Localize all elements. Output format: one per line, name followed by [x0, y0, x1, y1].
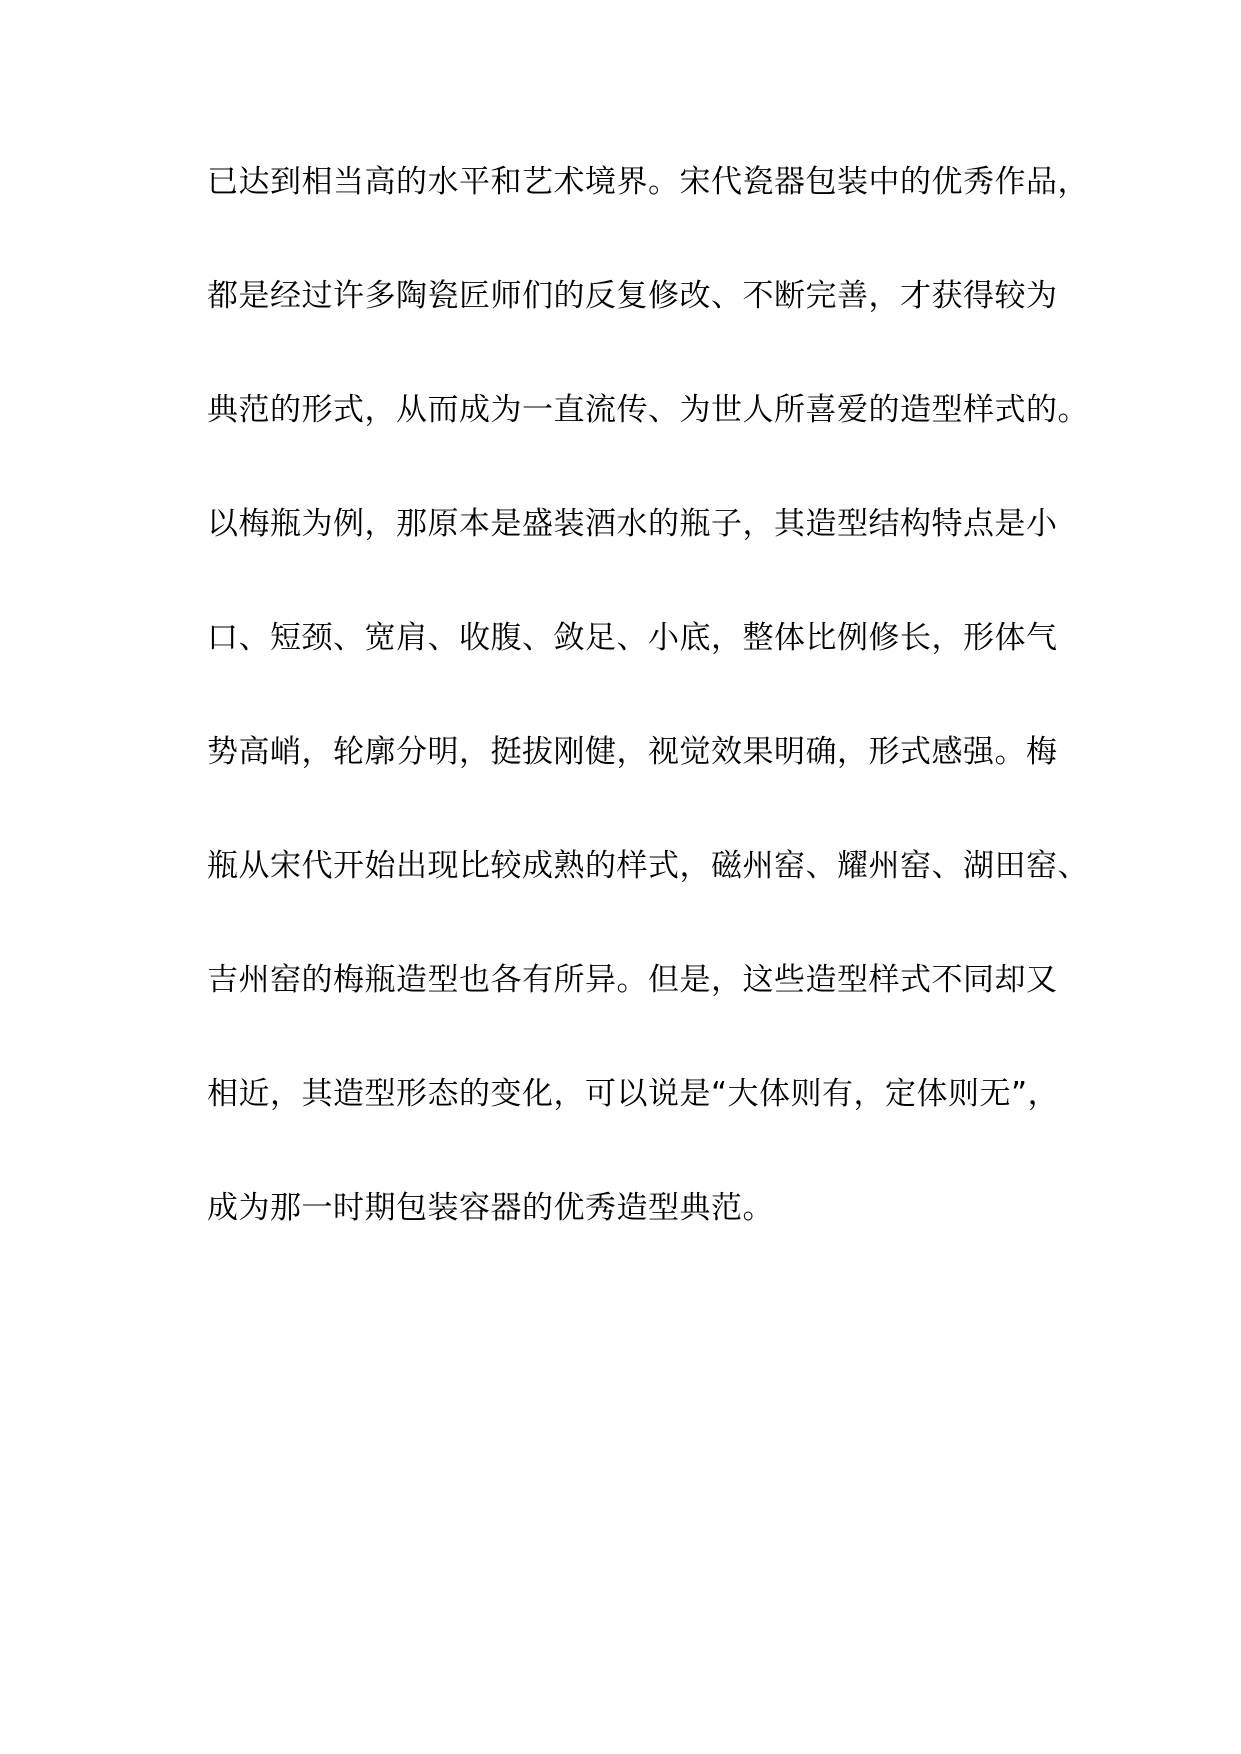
text-line: 瓶从宋代开始出现比较成熟的样式，磁州窑、耀州窑、湖田窑、: [207, 848, 1089, 884]
text-line: 已达到相当高的水平和艺术境界。宋代瓷器包装中的优秀作品，: [207, 164, 1089, 200]
text-line: 吉州窑的梅瓶造型也各有所异。但是，这些造型样式不同却又: [207, 962, 1058, 998]
text-line: 典范的形式，从而成为一直流传、为世人所喜爱的造型样式的。: [207, 392, 1089, 428]
text-line: 势高峭，轮廓分明，挺拔刚健，视觉效果明确，形式感强。梅: [207, 734, 1058, 770]
text-line: 口、短颈、宽肩、收腹、敛足、小底，整体比例修长，形体气: [207, 620, 1058, 656]
text-line: 相近，其造型形态的变化，可以说是“大体则有，定体则无”，: [207, 1076, 1060, 1112]
text-line: 以梅瓶为例，那原本是盛装酒水的瓶子，其造型结构特点是小: [207, 506, 1058, 542]
text-line: 都是经过许多陶瓷匠师们的反复修改、不断完善，才获得较为: [207, 278, 1058, 314]
text-line: 成为那一时期包装容器的优秀造型典范。: [207, 1190, 774, 1226]
body-paragraph: [207, 152, 1127, 1292]
